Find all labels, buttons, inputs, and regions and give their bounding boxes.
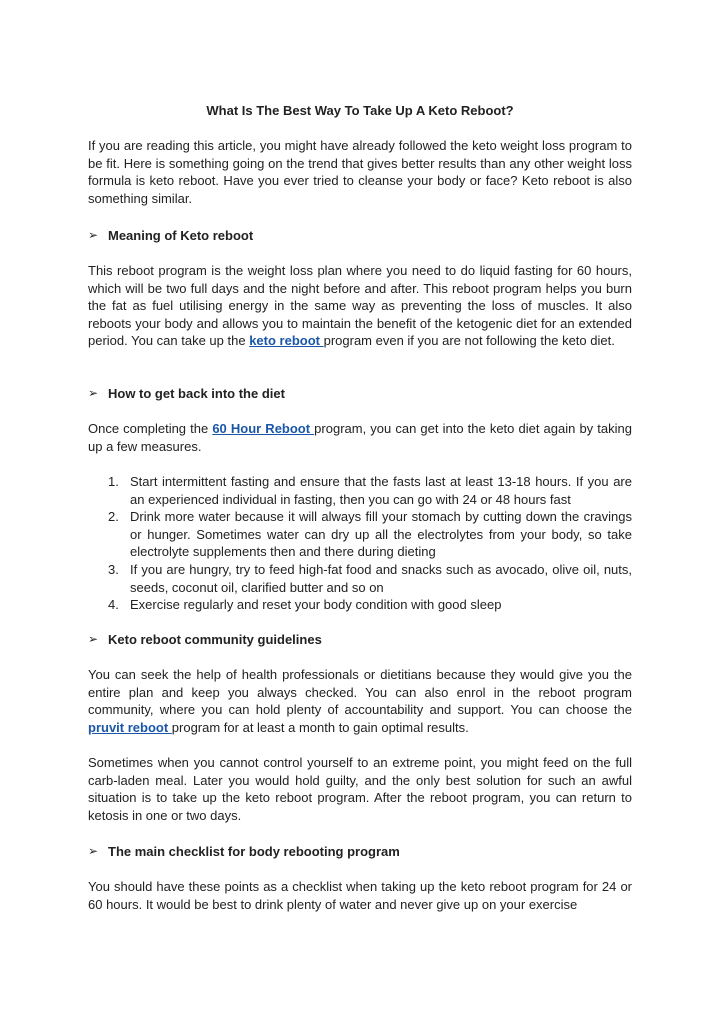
checklist-paragraph: You should have these points as a checklist when taking up the keto reboot program for 24 or 60 hours. It would be best to drink plenty of water and never give up on your exercise [88, 879, 632, 912]
list-item [88, 561, 632, 596]
list-number: 1. [108, 474, 119, 489]
paragraph-text: You can seek the help of health professionals or dietitians because they would give you the entire plan and keep you always checked. You can also enrol in the reboot program community, where you can hold plenty of accountability and support. You can choose the [88, 667, 632, 718]
paragraph-text: Once completing the [88, 421, 213, 436]
60-hour-reboot-link[interactable]: 60 Hour Reboot [212, 421, 315, 436]
meaning-paragraph [88, 262, 632, 350]
section-heading-label: How to get back into the diet [108, 386, 285, 401]
arrowhead-bullet-icon: ➢ [88, 386, 99, 400]
list-item [88, 508, 632, 561]
get-back-paragraph [88, 420, 632, 455]
community-paragraph [88, 666, 632, 736]
keto-reboot-link[interactable]: keto reboot [249, 333, 324, 349]
pruvit-reboot-link[interactable]: pruvit reboot [88, 719, 172, 735]
list-item-text: If you are hungry, try to feed high-fat food and snacks such as avocado, olive oil, nuts, seeds, coconut oil, clarified butter and so on [130, 561, 632, 595]
section-heading-label: Meaning of Keto reboot [108, 228, 254, 243]
paragraph-text: program even if you are not following the keto diet. [323, 333, 615, 349]
paragraph-text: This reboot program is the weight loss plan where you need to do liquid fasting for 60 hours, which will be two full days and the night before and after. This reboot program helps you burn the fat as fuel utilising energy in the same way as preventing the loss of muscles. It also reboots your body and allows you to maintain the benefit of the ketogenic diet for an extended period. You can take up the [88, 263, 632, 349]
list-item [88, 596, 632, 614]
arrowhead-bullet-icon: ➢ [88, 632, 99, 646]
list-item-text: Drink more water because it will always fill your stomach by cutting down the cravings or hunger. Sometimes water can dry up all the electrolytes from your body, so take electrolyte supplements then and there during dieting [130, 509, 632, 560]
control-paragraph: Sometimes when you cannot control yourself to an extreme point, you might feed on the full carb-laden meal. Later you would hold guilty, and the only best solution for such an awful situation is to take up the keto reboot program. After the reboot program, you can return to ketosis in one or two days. [88, 755, 632, 823]
paragraph-text: program, you can get into the keto diet again by taking up a few measures. [88, 421, 632, 454]
section-heading-checklist [88, 843, 632, 861]
document-title: What Is The Best Way To Take Up A Keto Reboot? [206, 103, 514, 118]
list-number: 3. [108, 561, 119, 577]
section-heading-get-back [88, 385, 632, 403]
section-heading-meaning [88, 227, 632, 245]
section-heading-label: The main checklist for body rebooting program [108, 844, 400, 859]
list-number: 4. [108, 597, 119, 613]
section-heading-label: Keto reboot community guidelines [108, 632, 322, 647]
list-number: 2. [108, 509, 119, 525]
intro-paragraph: If you are reading this article, you might have already followed the keto weight loss program to be fit. Here is something going on the trend that gives better results than any other weight loss formula is keto reboot. Have you ever tried to cleanse your body or face? Keto reboot is also something similar. [88, 138, 632, 206]
list-item [88, 473, 632, 508]
section-heading-community [88, 631, 632, 649]
list-item-text: Start intermittent fasting and ensure that the fasts last at least 13-18 hours. If you are an experienced individual in fasting, then you can go with 24 or 48 hours fast [130, 474, 632, 507]
paragraph-text: program for at least a month to gain optimal results. [171, 719, 469, 735]
arrowhead-bullet-icon: ➢ [88, 228, 99, 242]
arrowhead-bullet-icon: ➢ [88, 844, 99, 858]
measures-list [88, 473, 632, 614]
list-item-text: Exercise regularly and reset your body condition with good sleep [130, 597, 502, 613]
